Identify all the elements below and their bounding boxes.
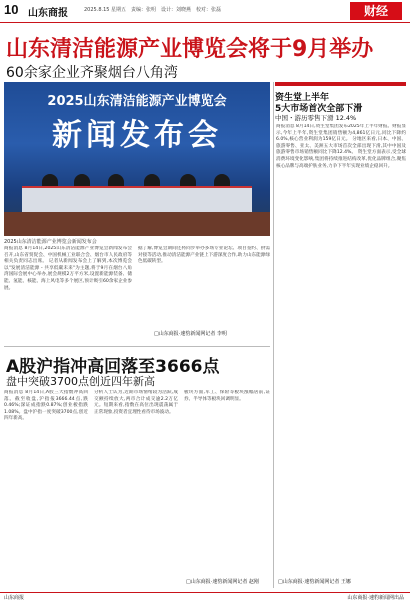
photo-floor bbox=[4, 212, 270, 236]
second-body-col3 bbox=[184, 390, 270, 566]
lead-paragraph: 商报消息 8月14日,2025山东清洁能源产业博览会新闻发布会召开,山东省贸促会、中国机械工业联合会、烟台市人民政府等相关负责同志出席。 bbox=[4, 246, 132, 265]
second-body-col1 bbox=[4, 390, 88, 586]
lead-subhead: 60余家企业齐聚烟台八角湾 bbox=[6, 65, 178, 81]
photo-banner-main: 新闻发布会 bbox=[52, 118, 222, 153]
page-footer bbox=[0, 592, 410, 603]
paper-name: 山东商报 bbox=[28, 8, 68, 19]
column-rule bbox=[273, 82, 274, 588]
second-headline: A股沪指冲高回落至3666点 bbox=[6, 357, 220, 377]
sidebar-subtitle: 中国・游历零售下滑 12.4% bbox=[275, 114, 357, 122]
second-paragraph: 分析人士认为,近期市场情绪较为活跃,成交额持续放大,两市合计成交逾2.2万亿元。短期来看,指数在高位出现震荡属于正常现象,投资者宜理性看待市场波动。 bbox=[94, 390, 178, 415]
section-tag: 财经 bbox=[350, 2, 402, 20]
page-header bbox=[0, 0, 410, 23]
second-subhead: 盘中突破3700点创近四年新高 bbox=[6, 375, 155, 388]
footer-left: 山东商报 bbox=[4, 595, 25, 601]
lead-body-col1 bbox=[4, 246, 132, 334]
photo-banner-top: 2025山东清洁能源产业博览会 bbox=[47, 94, 227, 109]
sidebar-paragraph: 分地区来看,日本、中国、旅游零售、亚太、美洲五大市场首次全部出现下滑,其中中国及旅游零售市场销售额同比下降12.4%。 bbox=[276, 137, 406, 156]
section-rule bbox=[4, 346, 270, 347]
lead-headline: 山东清洁能源产业博览会将于9月举办 bbox=[6, 37, 374, 62]
photo-table bbox=[22, 186, 252, 214]
footer-right: 山东商报·速豹新闻网出品 bbox=[347, 595, 404, 601]
second-body-col2 bbox=[94, 390, 178, 586]
sidebar-author: □山东商报·速豹新闻网记者 王娜 bbox=[278, 579, 351, 585]
lead-paragraph: 据了解,博览会期间还将同步举办多场专业论坛、项目签约、供需对接等活动,推动清洁能源产业链上下游深度合作,助力山东能源绿色低碳转型。 bbox=[138, 246, 270, 265]
sidebar-paragraph: 商报消息 8月14日,资生堂集团发布2025年上半年财报。财报显示,今年上半年,资生堂集团销售额为4,861亿日元,同比下降约6.0%,核心营业利润为159亿日元。 bbox=[276, 124, 406, 143]
lead-body-col2 bbox=[138, 246, 270, 326]
sidebar-body bbox=[276, 124, 406, 572]
photo-caption: 2025山东清洁能源产业博览会新闻发布会 bbox=[4, 239, 97, 245]
second-paragraph: 板块方面,军工、保险等板块涨幅居前,证券、半导体等板块回调明显。 bbox=[184, 390, 270, 402]
page-number: 10 bbox=[4, 2, 19, 17]
page-meta: 2025.8.15 星期五 责编：张明 设计：刘晓燕 校对：张磊 bbox=[84, 7, 222, 13]
sidebar-title-line2: 5大市场首次全部下滑 bbox=[275, 104, 363, 114]
press-conference-photo bbox=[4, 82, 270, 236]
second-author: □山东商报·速豹新闻网记者 赵刚 bbox=[186, 579, 259, 585]
second-paragraph: 商报消息 8月14日,A股三大指数冲高回落。截至收盘,沪指报3666.44点,跌0.46%;深证成指跌0.87%;创业板指跌1.08%。盘中沪指一度突破3700点,创近四年新高。 bbox=[4, 390, 88, 422]
lead-author: □山东商报·速豹新闻网记者 李明 bbox=[154, 331, 227, 337]
sidebar-accent-bar bbox=[275, 82, 406, 86]
lead-paragraph: 记者从新闻发布会上了解到,本次博览会以"发展清洁能源・共享低碳未来"为主题,将于9月在烟台八角湾国际会展中心举办,展会规模2万平方米,设置新能源装备、储能、氢能、核能、海上风电等多个展区,预计吸引60余家企业参展。 bbox=[4, 259, 132, 291]
sidebar-title-line1: 资生堂上半年 bbox=[275, 93, 330, 103]
sidebar-paragraph: 资生堂方面表示,受全球消费环境变化影响,集团将持续推进结构改革,优化品牌组合,聚焦核心品牌与高端护肤业务,力争下半年实现业绩企稳回升。 bbox=[276, 150, 406, 169]
